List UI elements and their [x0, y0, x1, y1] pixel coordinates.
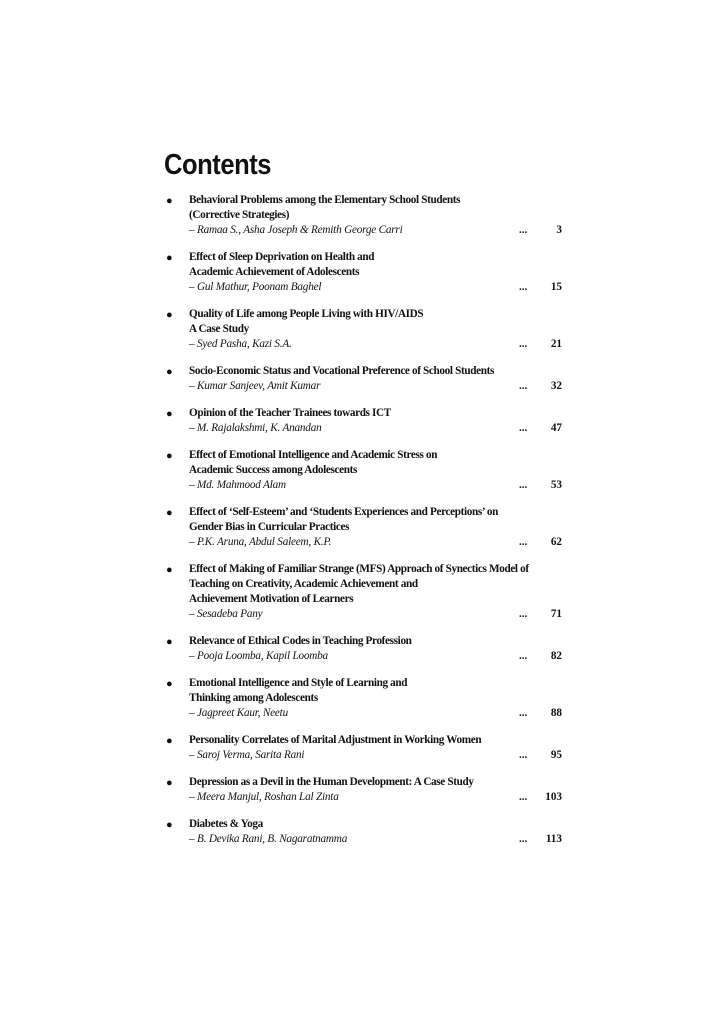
- page-number: 82: [550, 650, 562, 662]
- toc-entry: [0, 562, 724, 622]
- toc-entry: [0, 817, 724, 847]
- page-number: 88: [550, 707, 562, 719]
- article-title: Effect of Emotional Intelligence and Academic Stress on: [189, 449, 438, 461]
- leader-dots: ...: [519, 791, 528, 803]
- bullet-icon: ●: [166, 408, 173, 420]
- article-title: Academic Achievement of Adolescents: [189, 266, 360, 278]
- article-title: Quality of Life among People Living with HIV/AIDS: [189, 308, 424, 320]
- article-title: Thinking among Adolescents: [189, 692, 318, 704]
- author-row: [0, 478, 724, 493]
- article-title: Achievement Motivation of Learners: [189, 593, 354, 605]
- toc-entry: [0, 250, 724, 295]
- article-authors: – Kumar Sanjeev, Amit Kumar: [189, 380, 321, 392]
- bullet-icon: ●: [166, 564, 173, 576]
- page-number: 103: [545, 791, 562, 803]
- author-row: [0, 748, 724, 763]
- author-row: [0, 790, 724, 805]
- article-authors: – P.K. Aruna, Abdul Saleem, K.P.: [189, 536, 332, 548]
- page-number: 71: [550, 608, 562, 620]
- article-title: Behavioral Problems among the Elementary School Students: [189, 194, 461, 206]
- leader-dots: ...: [519, 380, 528, 392]
- table-of-contents: [0, 193, 724, 859]
- article-title: Personality Correlates of Marital Adjustment in Working Women: [189, 734, 482, 746]
- article-title: Teaching on Creativity, Academic Achievement and: [189, 578, 418, 590]
- author-row: [0, 337, 724, 352]
- page-number: 3: [556, 224, 562, 236]
- article-title: (Corrective Strategies): [189, 209, 290, 221]
- author-row: [0, 607, 724, 622]
- bullet-icon: ●: [166, 252, 173, 264]
- article-authors: – Meera Manjul, Roshan Lal Zinta: [189, 791, 339, 803]
- leader-dots: ...: [519, 338, 528, 350]
- bullet-icon: ●: [166, 195, 173, 207]
- bullet-icon: ●: [166, 507, 173, 519]
- bullet-icon: ●: [166, 819, 173, 831]
- article-title: A Case Study: [189, 323, 249, 335]
- leader-dots: ...: [519, 608, 528, 620]
- article-authors: – Ramaa S., Asha Joseph & Remith George Carri: [189, 224, 403, 236]
- toc-entry: [0, 307, 724, 352]
- bullet-icon: ●: [166, 309, 173, 321]
- toc-entry: [0, 505, 724, 550]
- toc-entry: [0, 406, 724, 436]
- bullet-icon: ●: [166, 366, 173, 378]
- article-title: Academic Success among Adolescents: [189, 464, 358, 476]
- article-title: Relevance of Ethical Codes in Teaching Profession: [189, 635, 412, 647]
- page-number: 113: [545, 833, 562, 845]
- article-title: Diabetes & Yoga: [189, 818, 263, 830]
- bullet-icon: ●: [166, 735, 173, 747]
- bullet-icon: ●: [166, 777, 173, 789]
- article-authors: – Md. Mahmood Alam: [189, 479, 286, 491]
- leader-dots: ...: [519, 281, 528, 293]
- leader-dots: ...: [519, 707, 528, 719]
- article-authors: – Syed Pasha, Kazi S.A.: [189, 338, 292, 350]
- article-authors: – Sesadeba Pany: [189, 608, 263, 620]
- toc-entry: [0, 634, 724, 664]
- page-number: 95: [550, 749, 562, 761]
- leader-dots: ...: [519, 749, 528, 761]
- toc-entry: [0, 775, 724, 805]
- bullet-icon: ●: [166, 450, 173, 462]
- author-row: [0, 280, 724, 295]
- article-authors: – M. Rajalakshmi, K. Anandan: [189, 422, 322, 434]
- article-title: Opinion of the Teacher Trainees towards ICT: [189, 407, 391, 419]
- page-number: 53: [550, 479, 562, 491]
- author-row: [0, 832, 724, 847]
- article-title: Socio-Economic Status and Vocational Preference of School Students: [189, 365, 494, 377]
- page-number: 47: [550, 422, 562, 434]
- author-row: [0, 706, 724, 721]
- page-number: 62: [550, 536, 562, 548]
- article-title: Gender Bias in Curricular Practices: [189, 521, 350, 533]
- page-title: Contents: [164, 149, 272, 181]
- leader-dots: ...: [519, 479, 528, 491]
- article-title: Effect of ‘Self-Esteem’ and ‘Students Experiences and Perceptions’ on: [189, 506, 498, 518]
- article-authors: – Gul Mathur, Poonam Baghel: [189, 281, 322, 293]
- page-number: 21: [550, 338, 562, 350]
- bullet-icon: ●: [166, 678, 173, 690]
- leader-dots: ...: [519, 422, 528, 434]
- author-row: [0, 421, 724, 436]
- toc-entry: [0, 193, 724, 238]
- article-authors: – Pooja Loomba, Kapil Loomba: [189, 650, 328, 662]
- article-title: Depression as a Devil in the Human Development: A Case Study: [189, 776, 474, 788]
- article-authors: – B. Devika Rani, B. Nagaratnamma: [189, 833, 348, 845]
- author-row: [0, 535, 724, 550]
- author-row: [0, 649, 724, 664]
- toc-entry: [0, 448, 724, 493]
- leader-dots: ...: [519, 650, 528, 662]
- article-title: Emotional Intelligence and Style of Learning and: [189, 677, 408, 689]
- toc-entry: [0, 733, 724, 763]
- toc-entry: [0, 676, 724, 721]
- article-authors: – Jagpreet Kaur, Neetu: [189, 707, 288, 719]
- author-row: [0, 223, 724, 238]
- leader-dots: ...: [519, 536, 528, 548]
- leader-dots: ...: [519, 224, 528, 236]
- bullet-icon: ●: [166, 636, 173, 648]
- toc-entry: [0, 364, 724, 394]
- author-row: [0, 379, 724, 394]
- page-number: 15: [550, 281, 562, 293]
- leader-dots: ...: [519, 833, 528, 845]
- article-title: Effect of Sleep Deprivation on Health and: [189, 251, 375, 263]
- page-number: 32: [550, 380, 562, 392]
- article-title: Effect of Making of Familiar Strange (MFS) Approach of Synectics Model of: [189, 563, 529, 575]
- article-authors: – Saroj Verma, Sarita Rani: [189, 749, 305, 761]
